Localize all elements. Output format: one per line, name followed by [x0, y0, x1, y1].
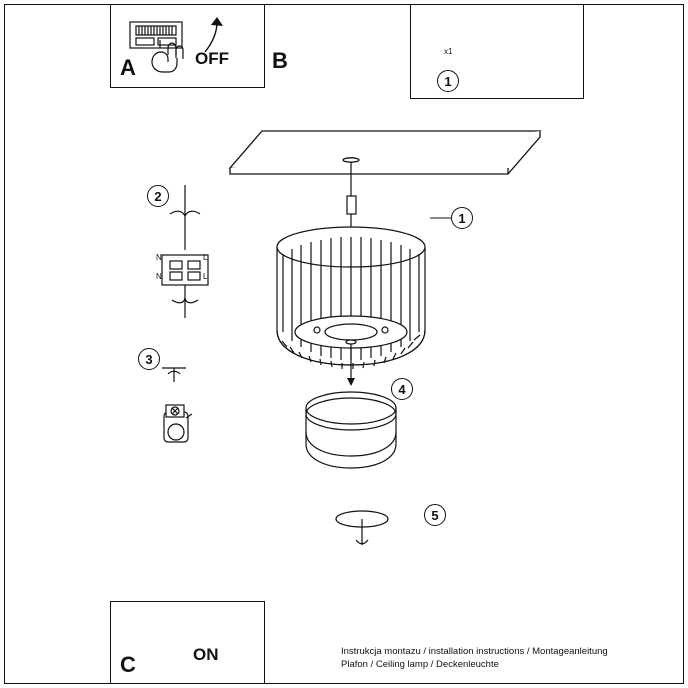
terminal-label-l-top: L: [203, 253, 208, 262]
step-number-1: 1: [451, 207, 473, 229]
terminal-label-n-bottom: N: [156, 272, 162, 281]
lamp-diffuser: [306, 392, 396, 468]
footer-line-2: Plafon / Ceiling lamp / Deckenleuchte: [341, 659, 499, 670]
terminal-block-icon: [162, 185, 208, 318]
panel-letter-a: A: [120, 55, 136, 80]
diffuser-rotation-hint: [336, 511, 388, 545]
center-letter-b: B: [272, 48, 288, 73]
panel-top-right: [410, 4, 584, 99]
step-number-5: 5: [424, 504, 446, 526]
ceiling-surface: [230, 131, 540, 174]
step-number-4: 4: [391, 378, 413, 400]
terminal-label-n-top: N: [156, 253, 162, 262]
quantity-label: x1: [444, 47, 453, 56]
footer-line-1: Instrukcja montazu / installation instructions / Montageanleitung: [341, 646, 608, 657]
step-number-1-panel: 1: [437, 70, 459, 92]
terminal-label-l-bottom: L: [203, 272, 208, 281]
step-number-3: 3: [138, 348, 160, 370]
mounting-bracket-icon: [162, 368, 192, 442]
switch-on-label: ON: [193, 645, 219, 664]
panel-letter-c: C: [120, 652, 136, 677]
switch-off-label: OFF: [195, 49, 229, 68]
step-number-2: 2: [147, 185, 169, 207]
